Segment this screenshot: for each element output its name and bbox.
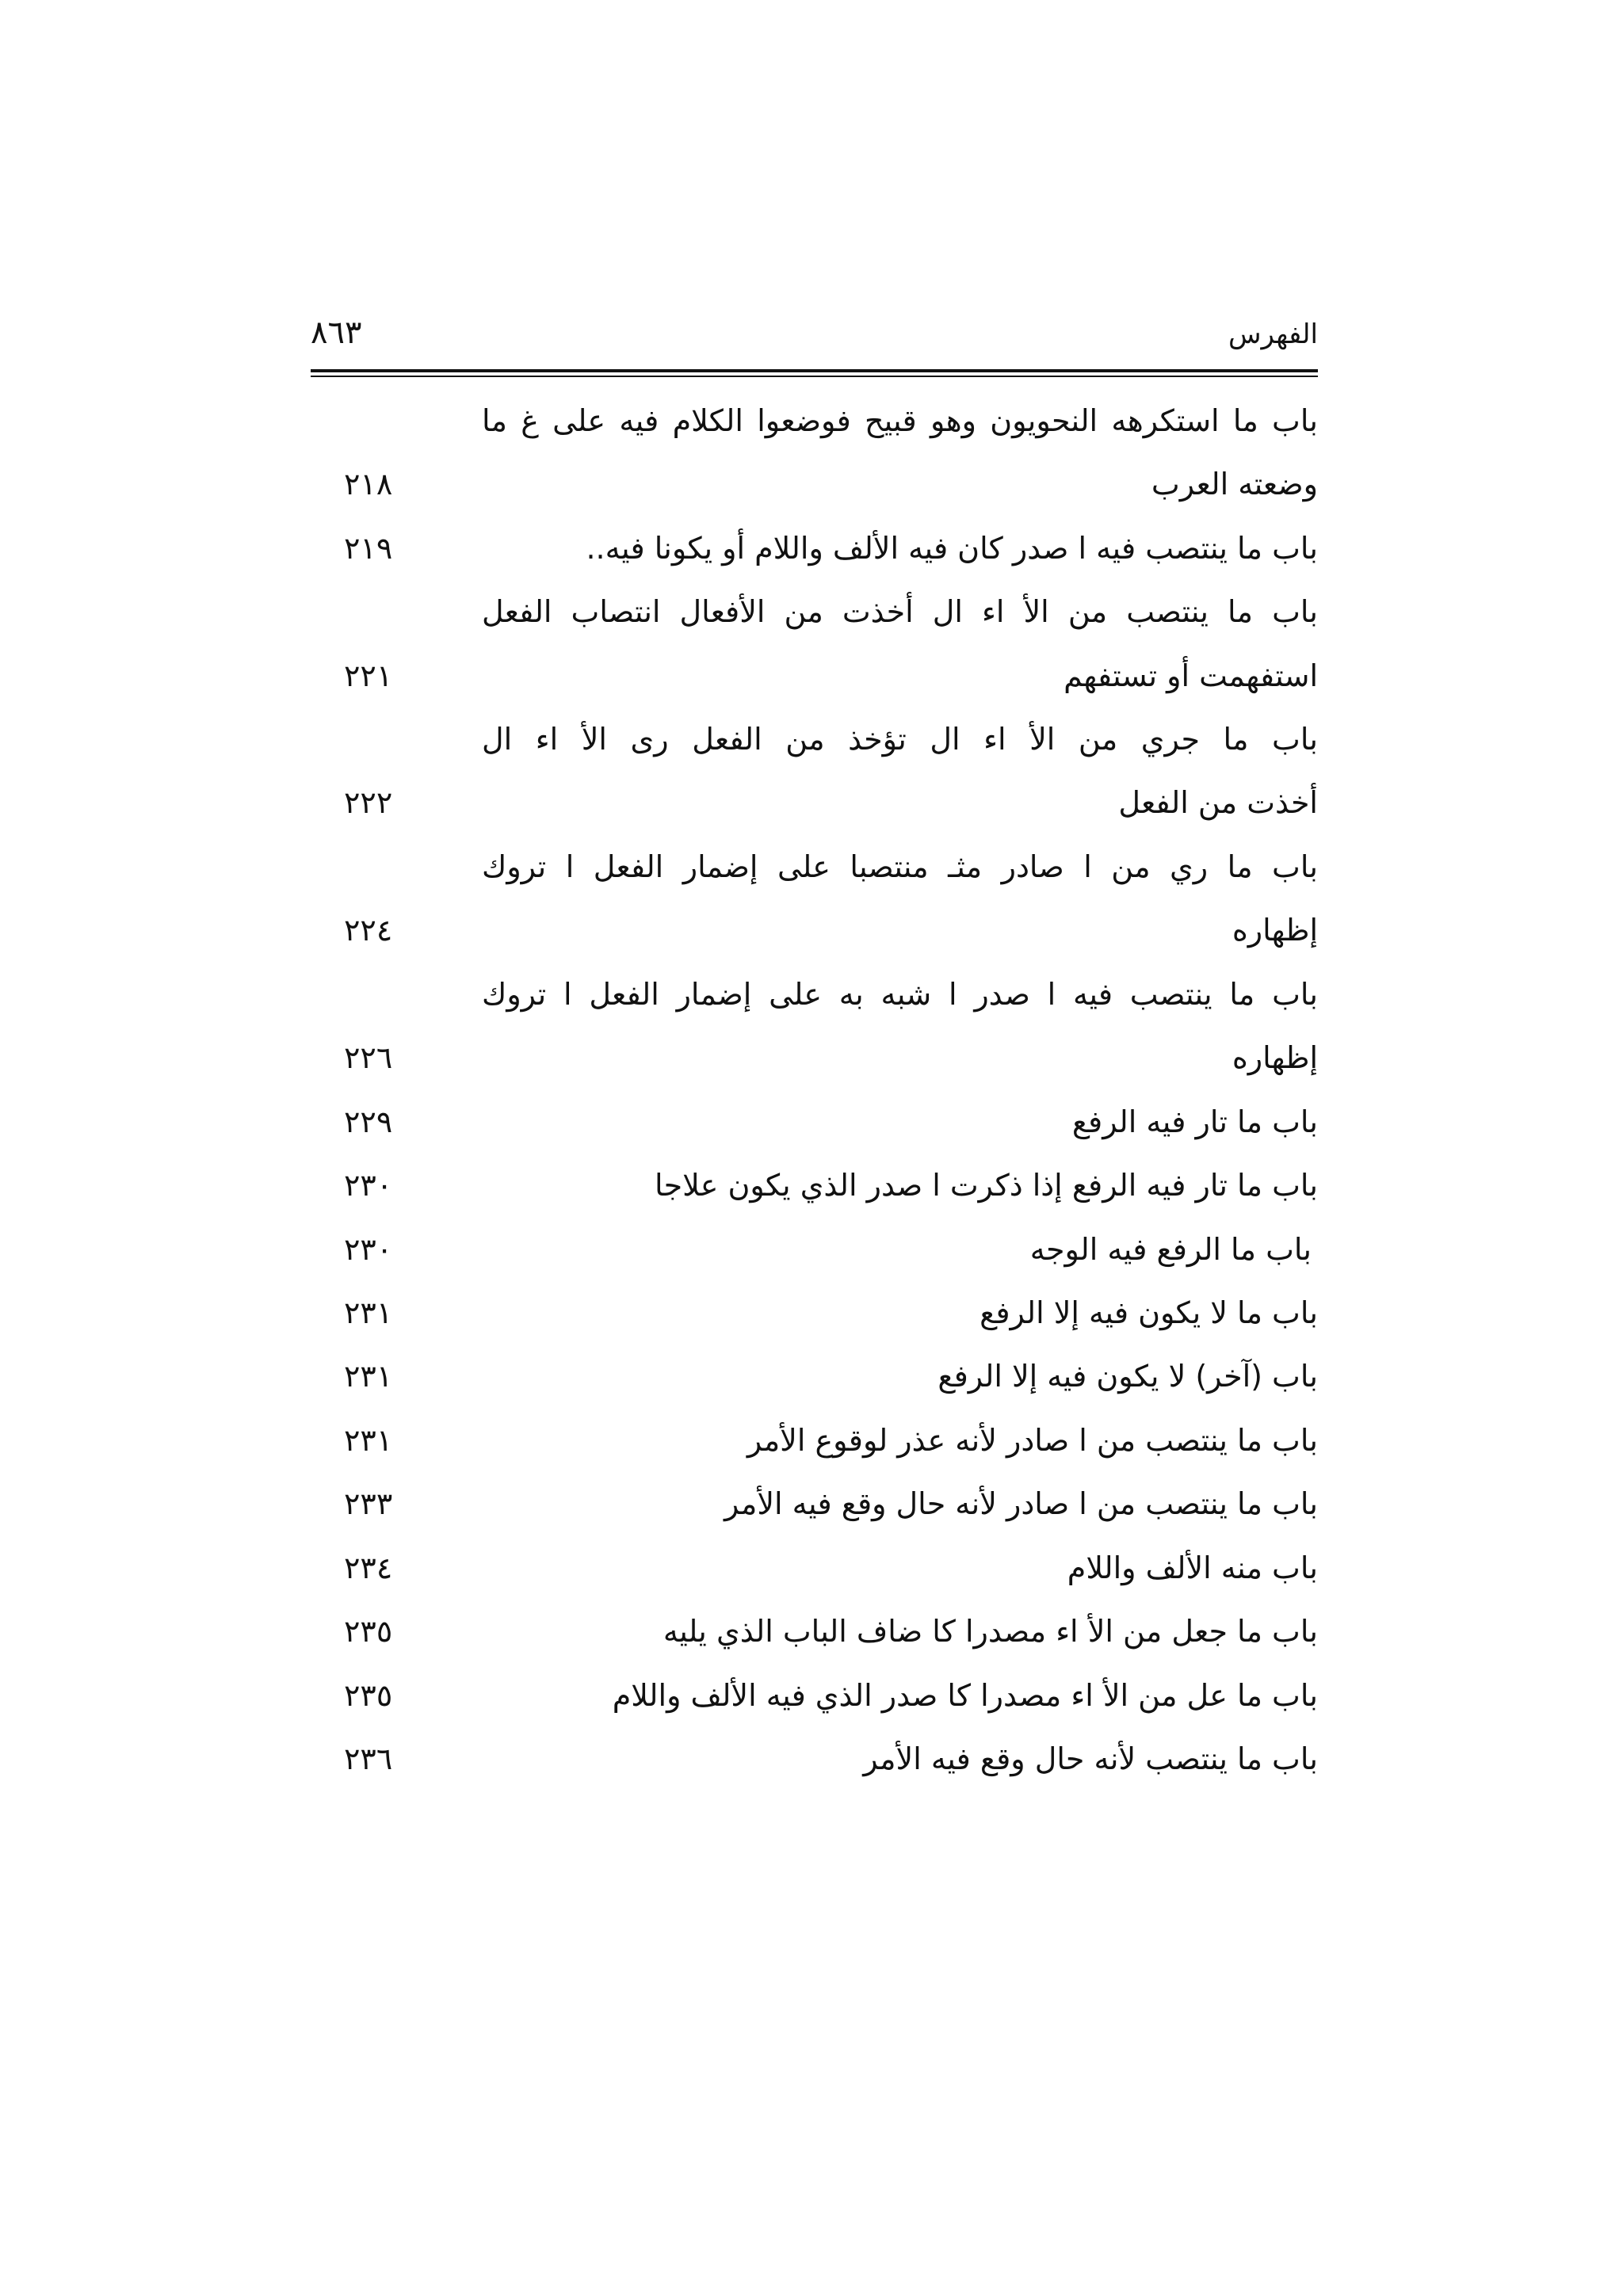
index-entry-text: باب ما ينتصب فيه ا صدر ا شبه به على إضمار الفعل ا تروك xyxy=(482,977,1318,1012)
index-entry-text: أخذت من الفعل xyxy=(1118,785,1318,820)
index-line xyxy=(311,1409,1318,1472)
index-entry-page: ٢٢١ xyxy=(344,658,393,693)
index-entry-page: ٢٣١ xyxy=(344,1423,393,1458)
index-line xyxy=(311,1281,1318,1344)
index-entry-text: باب ما ري من ا صادر مثـ منتصبا على إضمار الفعل ا تروك xyxy=(482,849,1318,884)
index-line xyxy=(311,835,1318,898)
index-entry-text: باب ما ينتصب من الأ اء ال أخذت من الأفعال انتصاب الفعل xyxy=(482,594,1318,629)
index-line xyxy=(311,1536,1318,1600)
index-entry-page: ٢٣٤ xyxy=(344,1550,393,1585)
index-entry-text: باب ما ينتصب لأنه حال وقع فيه الأمر xyxy=(863,1741,1318,1776)
index-line xyxy=(311,389,1318,452)
index-line xyxy=(311,707,1318,771)
index-line xyxy=(311,963,1318,1026)
index-line xyxy=(311,452,1318,516)
index-entry-page: ٢٣٠ xyxy=(344,1168,393,1203)
index-entry-text: باب ما عل من الأ اء مصدرا كا صدر الذي فيه الألف واللام xyxy=(612,1678,1318,1713)
index-line xyxy=(311,771,1318,834)
index-line xyxy=(311,644,1318,707)
index-entry-text: باب ما الرفع فيه الوجه xyxy=(1029,1232,1312,1267)
index-line xyxy=(311,1154,1318,1217)
index-line xyxy=(311,1727,1318,1791)
index-entry-text: باب ما جري من الأ اء ال تؤخذ من الفعل رى الأ اء ال xyxy=(482,722,1318,757)
index-entry-page: ٢١٩ xyxy=(344,531,393,566)
index-entry-page: ٢٢٤ xyxy=(344,913,393,948)
index-line xyxy=(311,1026,1318,1089)
index-entry-text: باب ما ينتصب من ا صادر لأنه حال وقع فيه الأمر xyxy=(724,1486,1318,1521)
index-entry-text: باب ما لا يكون فيه إلا الرفع xyxy=(980,1295,1318,1330)
index-line xyxy=(311,1472,1318,1535)
index-entry-page: ٢٣٣ xyxy=(344,1486,393,1521)
index-entry-page: ٢٣٦ xyxy=(344,1741,393,1776)
index-entry-text: إظهاره xyxy=(1232,913,1318,948)
index-entry-text: باب ما استكرهه النحويون وهو قبيح فوضعوا الكلام فيه على غ ما xyxy=(482,403,1318,438)
index-entry-page: ٢٢٦ xyxy=(344,1040,393,1075)
header-rule-thin xyxy=(311,376,1318,377)
running-header-title: الفهرس xyxy=(1228,318,1318,350)
index-entry-text: باب منه الألف واللام xyxy=(1067,1550,1318,1585)
index-line xyxy=(311,1090,1318,1154)
index-entry-page: ٢٣٥ xyxy=(344,1678,393,1713)
index-entry-text: باب ما ينتصب فيه ا صدر كان فيه الألف واللام أو يكونا فيه.. xyxy=(586,531,1318,566)
index-entry-text: باب ما تار فيه الرفع إذا ذكرت ا صدر الذي يكون علاجا xyxy=(655,1168,1318,1203)
index-entry-text: باب ما تار فيه الرفع xyxy=(1071,1104,1318,1139)
index-entry-page: ٢٣٥ xyxy=(344,1614,393,1649)
index-entry-page: ٢٢٢ xyxy=(344,785,393,820)
index-line xyxy=(311,1664,1318,1727)
index-line xyxy=(311,1600,1318,1663)
index-entry-text: استفهمت أو تستفهم xyxy=(1064,658,1318,693)
index-line xyxy=(311,1218,1318,1281)
index-line xyxy=(311,580,1318,643)
header-rule-thick xyxy=(311,369,1318,372)
index-line xyxy=(311,898,1318,962)
index-entry-page: ٢٣١ xyxy=(344,1359,393,1394)
index-entry-page: ٢٢٩ xyxy=(344,1104,393,1139)
index-entry-page: ٢٣١ xyxy=(344,1295,393,1330)
index-line xyxy=(311,1344,1318,1408)
index-entry-text: باب ما جعل من الأ اء مصدرا كا ضاف الباب الذي يليه xyxy=(663,1614,1318,1649)
index-entry-page: ٢٣٠ xyxy=(344,1232,393,1267)
index-line xyxy=(311,517,1318,580)
index-entry-text: باب ما ينتصب من ا صادر لأنه عذر لوقوع الأمر xyxy=(747,1423,1318,1458)
index-entry-text: وضعته العرب xyxy=(1151,467,1318,502)
index-entry-text: إظهاره xyxy=(1232,1040,1318,1075)
index-entry-page: ٢١٨ xyxy=(344,467,393,502)
index-entry-text: باب (آخر) لا يكون فيه إلا الرفع xyxy=(938,1359,1318,1394)
page-number: ٨٦٣ xyxy=(311,315,362,351)
